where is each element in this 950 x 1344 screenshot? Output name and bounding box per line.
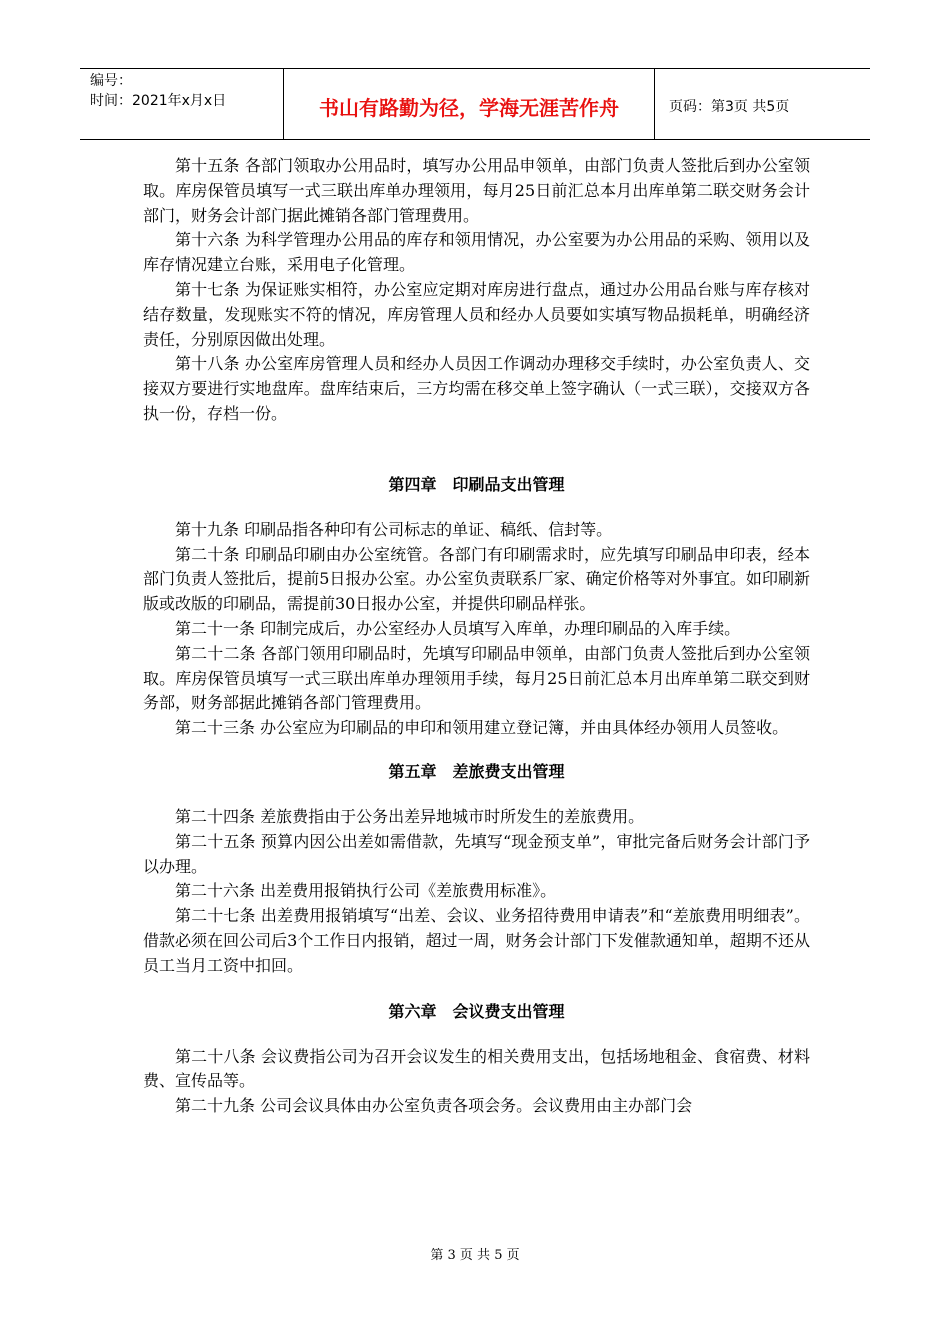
article-24: 第二十四条 差旅费指由于公务出差异地城市时所发生的差旅费用。 (175, 806, 645, 826)
chapter-4-heading: 第四章 印刷品支出管理 (388, 474, 565, 494)
chapter-5-heading: 第五章 差旅费支出管理 (388, 761, 565, 781)
article-28: 第二十八条 会议费指公司为召开会议发生的相关费用支出，包括场地租金、食宿费、材料费、宣传品等。 (143, 1046, 810, 1091)
article-17: 第十七条 为保证账实相符，办公室应定期对库房进行盘点，通过办公用品台账与库存核对结存数量，发现账实不符的情况，库房管理人员和经办人员要如实填写物品损耗单，明确经济责任，分别原因做出处理。 (143, 279, 810, 349)
header-meta (80, 69, 283, 139)
article-27: 第二十七条 出差费用报销填写“出差、会议、业务招待费用申请表”和“差旅费用明细表”。借款必须在回公司后3个工作日内报销，超过一周，财务会计部门下发催款通知单，超期不还从员工当月工资中扣回。 (143, 906, 810, 975)
article-29: 第二十九条 公司会议具体由办公室负责各项会务。会议费用由主办部门会 (175, 1096, 693, 1116)
article-21: 第二十一条 印制完成后，办公室经办人员填写入库单，办理印刷品的入库手续。 (175, 618, 741, 638)
header-motto: 书山有路勤为径，学海无涯苦作舟 (283, 69, 655, 139)
document-number-label: 编号： (90, 73, 132, 89)
header-page-info: 页码：第3页 共5页 (669, 99, 790, 115)
article-25: 第二十五条 预算内因公出差如需借款，先填写“现金预支单”，审批完备后财务会计部门予以办理。 (143, 831, 810, 876)
document-date-label: 时间：2021年x月x日 (90, 93, 227, 109)
page-header (80, 68, 870, 140)
article-26: 第二十六条 出差费用报销执行公司《差旅费用标准》。 (175, 881, 557, 901)
article-15: 第十五条 各部门领取办公用品时，填写办公用品申领单，由部门负责人签批后到办公室领取。库房保管员填写一式三联出库单办理领用，每月25日前汇总本月出库单第二联交财务会计部门，财务会计部门据此摊销各部门管理费用。 (143, 156, 810, 225)
chapter-6-heading: 第六章 会议费支出管理 (388, 1001, 565, 1021)
article-23: 第二十三条 办公室应为印刷品的申印和领用建立登记簿，并由具体经办领用人员签收。 (175, 718, 789, 738)
page-footer: 第 3 页 共 5 页 (430, 1248, 520, 1263)
article-19: 第十九条 印刷品指各种印有公司标志的单证、稿纸、信封等。 (175, 519, 613, 539)
document-body (143, 154, 810, 1119)
article-22: 第二十二条 各部门领用印刷品时，先填写印刷品申领单，由部门负责人签批后到办公室领取。库房保管员填写一式三联出库单办理领用手续，每月25日前汇总本月出库单第二联交到财务部，财务部据此摊销各部门管理费用。 (143, 643, 810, 713)
article-18: 第十八条 办公室库房管理人员和经办人员因工作调动办理移交手续时，办公室负责人、交接双方要进行实地盘库。盘库结束后，三方均需在移交单上签字确认（一式三联），交接双方各执一份，存档一份。 (143, 354, 810, 423)
article-20: 第二十条 印刷品印刷由办公室统管。各部门有印刷需求时，应先填写印刷品申印表，经本部门负责人签批后，提前5日报办公室。办公室负责联系厂家、确定价格等对外事宜。如印刷新版或改版的印刷品，需提前30日报办公室，并提供印刷品样张。 (143, 544, 810, 614)
article-16: 第十六条 为科学管理办公用品的库存和领用情况，办公室要为办公用品的采购、领用以及库存情况建立台账，采用电子化管理。 (143, 230, 810, 275)
